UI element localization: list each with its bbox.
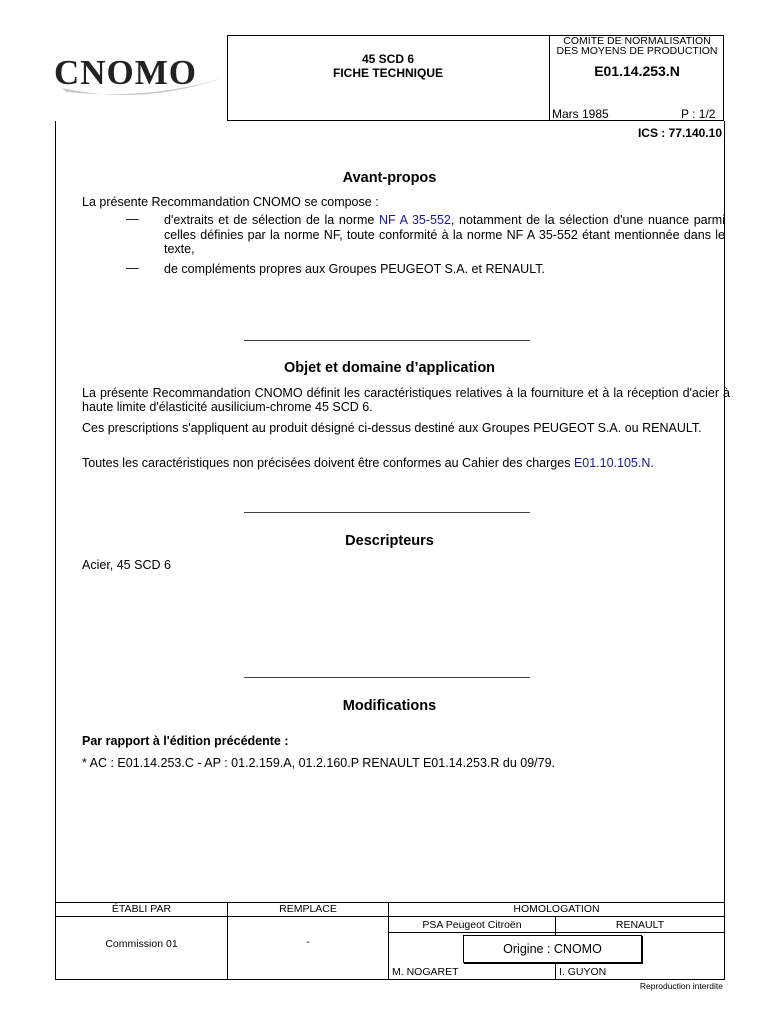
etabli-value: Commission 01 — [105, 938, 178, 950]
p3-text: Toutes les caractéristiques non précisées doivent être conformes au Cahier des charges — [82, 456, 574, 470]
psa-label: PSA Peugeot Citroën — [422, 919, 522, 931]
descripteurs-text: Acier, 45 SCD 6 — [82, 558, 171, 572]
page-number: P : 1/2 — [681, 107, 716, 121]
item1-text: d'extraits et de sélection de la norme — [164, 213, 380, 227]
avant-propos-intro: La présente Recommandation CNOMO se compose : — [82, 195, 379, 209]
list-dash: — — [126, 261, 139, 275]
section-separator — [244, 340, 530, 341]
section-separator — [244, 677, 530, 678]
committee-line1: COMITE DE NORMALISATION — [563, 35, 711, 47]
homologation-header: HOMOLOGATION — [513, 903, 600, 915]
avant-propos-item-1 — [164, 213, 725, 257]
psa-signer: M. NOGARET — [392, 966, 459, 978]
committee-line2: DES MOYENS DE PRODUCTION — [556, 45, 718, 57]
cahier-link[interactable]: E01.10.105.N — [573, 456, 651, 470]
section-title-modifications: Modifications — [342, 698, 437, 714]
footer-bottom-line — [55, 979, 725, 980]
section-title-descripteurs: Descripteurs — [345, 533, 434, 549]
objet-paragraph-3 — [82, 456, 730, 470]
modifications-subtitle: Par rapport à l'édition précédente : — [82, 734, 289, 748]
cnomo-logo — [52, 48, 227, 108]
renault-signer: I. GUYON — [559, 966, 607, 978]
footer-header-line — [55, 916, 725, 917]
frame-left — [55, 121, 56, 903]
p3-end: . — [650, 456, 654, 470]
renault-label: RENAULT — [615, 919, 665, 931]
objet-paragraph-1: La présente Recommandation CNOMO définit les caractéristiques relatives à la fourniture et à la réception d'acier à haute limite d'élasticité ausilicium-chrome 45 SCD 6. — [82, 386, 730, 414]
section-title-avant-propos: Avant-propos — [342, 170, 437, 186]
doc-code: E01.14.253.N — [594, 63, 680, 79]
section-title-objet: Objet et domaine d’application — [283, 360, 496, 376]
objet-paragraph-2: Ces prescriptions s'appliquent au produit désigné ci-dessus destiné aux Groupes PEUGEOT S.A. ou RENAULT. — [82, 421, 702, 435]
ics-code: ICS : 77.140.10 — [637, 126, 722, 140]
footer-sub-line — [388, 932, 725, 933]
doc-name: 45 SCD 6 — [361, 52, 415, 66]
reproduction-notice: Reproduction interdite — [639, 981, 723, 991]
avant-propos-item-2: de compléments propres aux Groupes PEUGEOT S.A. et RENAULT. — [164, 262, 545, 276]
remplace-value: - — [306, 936, 310, 948]
svg-text:CNOMO: CNOMO — [54, 53, 198, 92]
etabli-header: ÉTABLI PAR — [111, 903, 172, 915]
origine-box: Origine : CNOMO — [463, 935, 642, 963]
remplace-header: REMPLACE — [279, 903, 337, 915]
footer-col — [724, 902, 725, 980]
doc-date: Mars 1985 — [552, 107, 609, 121]
modifications-text: * AC : E01.14.253.C - AP : 01.2.159.A, 01.2.160.P RENAULT E01.14.253.R du 09/79. — [82, 756, 556, 770]
list-dash: — — [126, 212, 139, 226]
doc-type: FICHE TECHNIQUE — [332, 66, 443, 80]
section-separator — [244, 512, 530, 513]
nf-link[interactable]: NF A 35-552 — [379, 213, 451, 227]
item1-text-cont: , notamment de la sélection d'une nuance parmi celles définies par la norme NF, toute conformité à la norme NF A 35-552 étant mentionnée dans le texte, — [164, 213, 725, 256]
